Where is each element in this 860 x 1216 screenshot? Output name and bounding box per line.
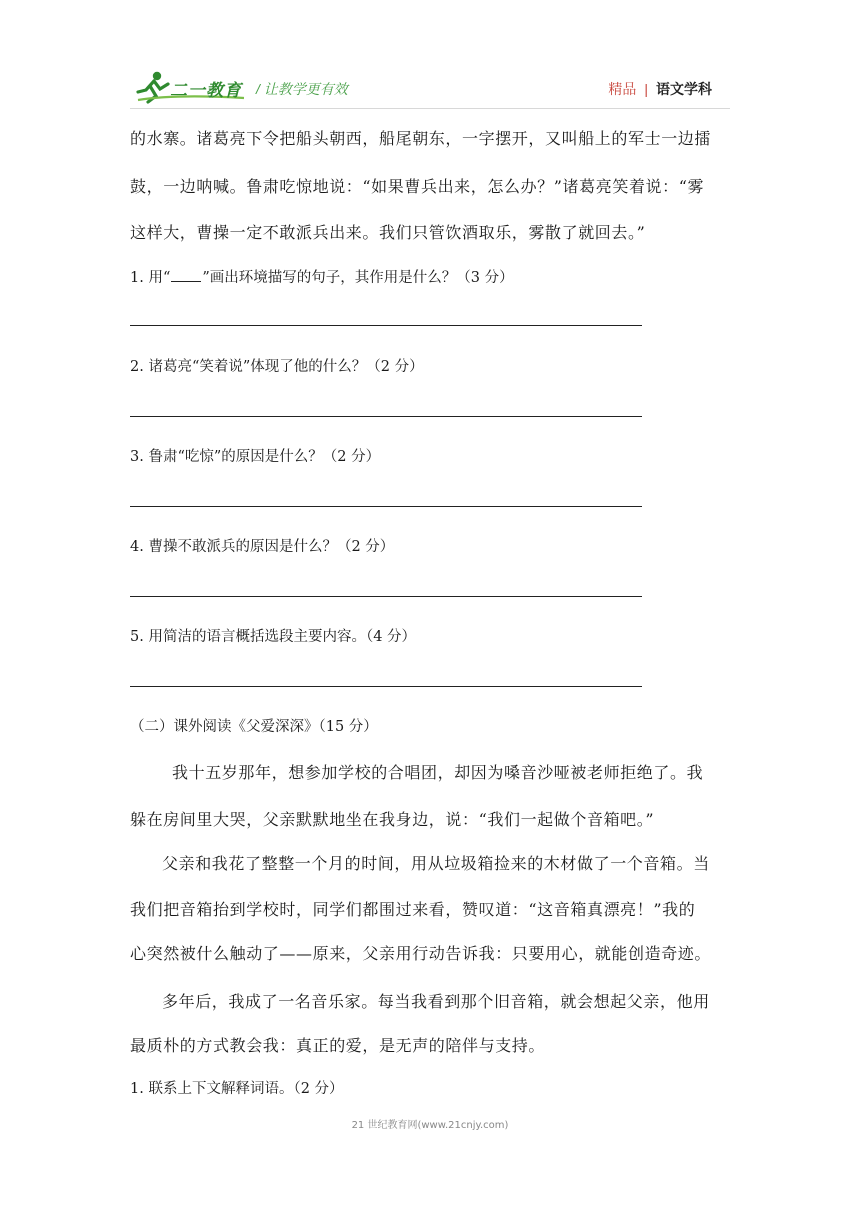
question-4: 4. 曹操不敢派兵的原因是什么？（2 分） bbox=[130, 539, 395, 555]
passage-line: 躲在房间里大哭，父亲默默地坐在我身边，说：“我们一起做个音箱吧。” bbox=[130, 810, 655, 829]
header-right bbox=[608, 79, 712, 99]
section-title: （二）课外阅读《父爱深深》（15 分） bbox=[130, 719, 378, 735]
question-3: 3. 鲁肃“吃惊”的原因是什么？（2 分） bbox=[130, 449, 381, 465]
quality-label: 精品 bbox=[608, 81, 637, 97]
passage-line: 鼓，一边呐喊。鲁肃吃惊地说：“如果曹兵出来，怎么办？”诸葛亮笑着说：“雾 bbox=[130, 177, 705, 196]
passage-line: 心突然被什么触动了——原来，父亲用行动告诉我：只要用心，就能创造奇迹。 bbox=[130, 944, 712, 963]
question-5: 5. 用简洁的语言概括选段主要内容。（4 分） bbox=[130, 629, 417, 645]
answer-line[interactable] bbox=[130, 506, 642, 507]
header-separator: | bbox=[644, 81, 648, 97]
section2-question-1: 1. 联系上下文解释词语。（2 分） bbox=[130, 1081, 344, 1097]
answer-line[interactable] bbox=[130, 686, 642, 687]
question-2: 2. 诸葛亮“笑着说”体现了他的什么？（2 分） bbox=[130, 359, 424, 375]
passage-line: 最质朴的方式教会我：真正的爱，是无声的陪伴与支持。 bbox=[130, 1036, 546, 1055]
page-footer: 21 世纪教育网(www.21cnjy.com) bbox=[351, 1120, 509, 1131]
question-1-suffix: ”画出环境描写的句子，其作用是什么？（3 分） bbox=[202, 270, 514, 286]
passage-line: 的水寨。诸葛亮下令把船头朝西，船尾朝东，一字摆开，又叫船上的军士一边擂 bbox=[130, 129, 712, 148]
passage-line: 多年后，我成了一名音乐家。每当我看到那个旧音箱，就会想起父亲，他用 bbox=[162, 992, 710, 1011]
passage-line: 我们把音箱抬到学校时，同学们都围过来看，赞叹道：“这音箱真漂亮！”我的 bbox=[130, 900, 696, 919]
answer-line[interactable] bbox=[130, 596, 642, 597]
subject-label: 语文学科 bbox=[656, 81, 712, 97]
underline-sample bbox=[171, 281, 201, 282]
answer-line[interactable] bbox=[130, 325, 642, 326]
header-divider bbox=[130, 108, 730, 109]
brand-name: 二一教育 bbox=[170, 81, 242, 100]
passage-line: 父亲和我花了整整一个月的时间，用从垃圾箱捡来的木材做了一个音箱。当 bbox=[162, 854, 710, 873]
brand-slogan: / 让教学更有效 bbox=[256, 81, 348, 97]
answer-line[interactable] bbox=[130, 416, 642, 417]
question-1 bbox=[130, 266, 514, 287]
passage-line: 这样大，曹操一定不敢派兵出来。我们只管饮酒取乐，雾散了就回去。” bbox=[130, 223, 646, 242]
passage-line: 我十五岁那年，想参加学校的合唱团，却因为嗓音沙哑被老师拒绝了。我 bbox=[172, 763, 704, 782]
page-header bbox=[0, 0, 860, 110]
question-1-prefix: 1. 用“ bbox=[130, 270, 171, 286]
